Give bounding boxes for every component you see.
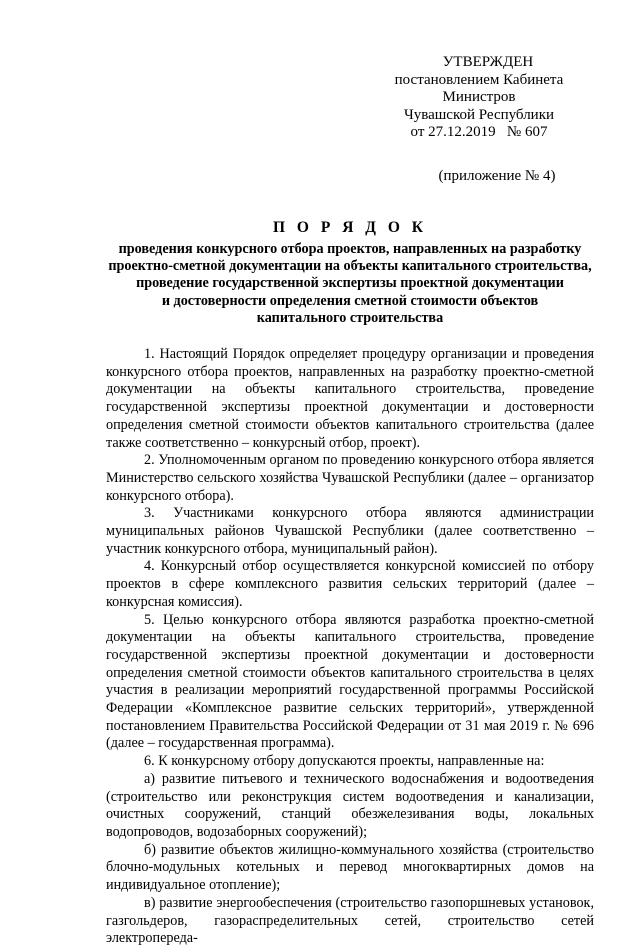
document-body bbox=[106, 346, 594, 948]
paragraph-6v: в) развитие энергообеспечения (строительство газопоршневых установок, газгольдеров, газораспределительных сетей, строительство сетей электропереда- bbox=[106, 894, 594, 947]
document-title: П О Р Я Д О К bbox=[273, 219, 427, 236]
paragraph-6: 6. К конкурсному отбору допускаются проекты, направленные на: bbox=[144, 753, 545, 770]
paragraph-4: 4. Конкурсный отбор осуществляется конкурсной комиссией по отбору проектов в сфере комплексного развития сельских территорий (далее – конкурсная комиссия). bbox=[106, 558, 594, 610]
subtitle-line: капитального строительства bbox=[256, 309, 444, 326]
approval-line-decree: постановлением Кабинета Министров bbox=[394, 71, 564, 105]
approval-line-republic: Чувашской Республики bbox=[403, 106, 555, 123]
approval-title: УТВЕРЖДЕН bbox=[442, 54, 534, 70]
paragraph-5: 5. Целью конкурсного отбора являются разработка проектно-сметной документации на объекты капитального строительства, проведение государственной экспертизы проектной документации и достоверности определения сметной стоимости объектов капитального строительства в целях участия в реализации мероприятий государственной программы Российской Федерации «Комплексное развитие сельских территорий», утвержденной постановлением Правительства Российской Федерации от 31 мая 2019 г. № 696 (далее – государственная программа). bbox=[106, 611, 594, 752]
appendix-note: (приложение № 4) bbox=[438, 167, 556, 184]
subtitle-line: и достоверности определения сметной стоимости объектов bbox=[161, 292, 539, 309]
subtitle-line: проектно-сметной документации на объекты капитального строительства, bbox=[108, 258, 592, 275]
paragraph-6a: а) развитие питьевого и технического водоснабжения и водоотведения (строительство или реконструкция систем водоотведения и канализации, очистных сооружений, станций обезжелезивания воды, локальных водопроводов, водозаборных сооружений); bbox=[106, 770, 594, 840]
approval-line-date: от 27.12.2019 № 607 bbox=[410, 124, 548, 140]
paragraph-6b: б) развитие объектов жилищно-коммунального хозяйства (строительство блочно-модульных котельных и перевод многоквартирных домов на индивидуальное отопление); bbox=[106, 841, 594, 894]
subtitle-line: проведение государственной экспертизы проектной документации bbox=[136, 275, 564, 292]
subtitle-line: проведения конкурсного отбора проектов, направленных на разработку bbox=[118, 241, 582, 257]
paragraph-1: 1. Настоящий Порядок определяет процедуру организации и проведения конкурсного отбора проектов, направленных на разработку проектно-сметной документации на объекты капитального строительства, проведение государственной экспертизы проектной документации и достоверности определения сметной стоимости объектов капитального строительства (далее также соответственно – конкурсный отбор, проект). bbox=[106, 346, 594, 451]
paragraph-3: 3. Участниками конкурсного отбора являются администрации муниципальных районов Чувашской Республики (далее соответственно – участник конкурсного отбора, муниципальный район). bbox=[106, 505, 594, 557]
document-subtitle bbox=[106, 241, 594, 327]
approval-block bbox=[362, 54, 596, 142]
paragraph-2: 2. Уполномоченным органом по проведению конкурсного отбора является Министерство сельского хозяйства Чувашской Республики (далее – организатор конкурсного отбора). bbox=[106, 452, 594, 504]
